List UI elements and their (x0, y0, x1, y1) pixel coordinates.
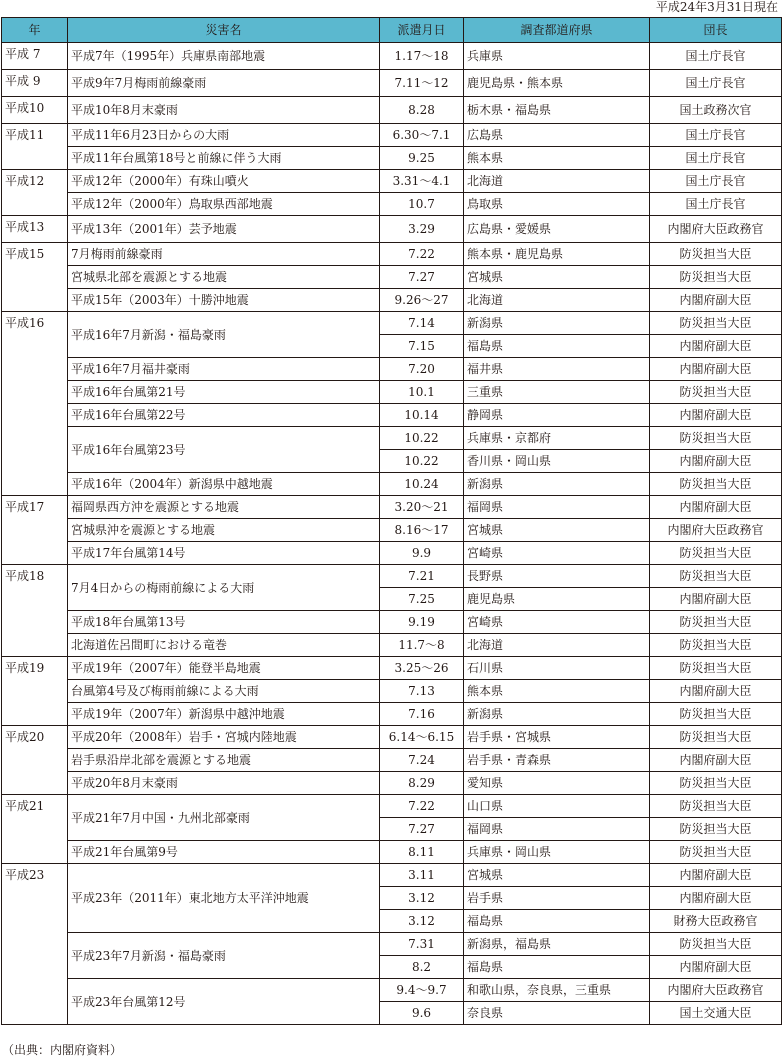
prefecture-cell: 岩手県 (464, 887, 650, 910)
prefecture-cell: 宮城県 (464, 266, 650, 289)
header-disaster: 災害名 (68, 18, 380, 43)
leader-cell: 防災担当大臣 (650, 933, 782, 956)
disaster-name-cell: 平成23年7月新潟・福島豪雨 (68, 933, 380, 979)
dispatch-date-cell: 3.31～4.1 (380, 170, 464, 193)
dispatch-date-cell: 9.6 (380, 1002, 464, 1025)
disaster-name-cell: 平成16年台風第22号 (68, 404, 380, 427)
table-row (2, 243, 782, 266)
leader-cell: 内閣府副大臣 (650, 588, 782, 611)
prefecture-cell: 宮崎県 (464, 611, 650, 634)
leader-cell: 防災担当大臣 (650, 703, 782, 726)
disaster-name-cell: 台風第4号及び梅雨前線による大雨 (68, 680, 380, 703)
as-of-date: 平成24年3月31日現在 (655, 0, 778, 14)
dispatch-date-cell: 8.28 (380, 97, 464, 124)
dispatch-date-cell: 8.2 (380, 956, 464, 979)
table-row (2, 496, 782, 519)
table-row (2, 772, 782, 795)
leader-cell: 国土政務次官 (650, 97, 782, 124)
prefecture-cell: 広島県 (464, 124, 650, 147)
header-row (2, 18, 782, 43)
year-cell: 平成20 (2, 726, 68, 795)
table-row (2, 657, 782, 680)
table-row (2, 427, 782, 450)
disaster-name-cell: 平成16年台風第21号 (68, 381, 380, 404)
table-row (2, 193, 782, 216)
disaster-name-cell: 平成20年8月末豪雨 (68, 772, 380, 795)
disaster-name-cell: 平成19年（2007年）能登半島地震 (68, 657, 380, 680)
leader-cell: 防災担当大臣 (650, 312, 782, 335)
dispatch-date-cell: 10.22 (380, 427, 464, 450)
dispatch-date-cell: 3.11 (380, 864, 464, 887)
year-cell: 平成17 (2, 496, 68, 565)
dispatch-date-cell: 9.19 (380, 611, 464, 634)
prefecture-cell: 愛知県 (464, 772, 650, 795)
leader-cell: 内閣府副大臣 (650, 496, 782, 519)
dispatch-date-cell: 6.14～6.15 (380, 726, 464, 749)
table-row (2, 542, 782, 565)
leader-cell: 国土庁長官 (650, 170, 782, 193)
table-row (2, 312, 782, 335)
dispatch-date-cell: 10.24 (380, 473, 464, 496)
table-row (2, 519, 782, 542)
leader-cell: 防災担当大臣 (650, 795, 782, 818)
table-row (2, 473, 782, 496)
year-cell: 平成21 (2, 795, 68, 864)
disaster-name-cell: 平成15年（2003年）十勝沖地震 (68, 289, 380, 312)
table-row (2, 864, 782, 887)
prefecture-cell: 静岡県 (464, 404, 650, 427)
dispatch-date-cell: 10.14 (380, 404, 464, 427)
year-cell: 平成18 (2, 565, 68, 657)
disaster-name-cell: 平成16年7月福井豪雨 (68, 358, 380, 381)
table-row (2, 43, 782, 70)
table-row (2, 358, 782, 381)
prefecture-cell: 福岡県 (464, 496, 650, 519)
dispatch-date-cell: 3.25～26 (380, 657, 464, 680)
dispatch-date-cell: 10.1 (380, 381, 464, 404)
dispatch-date-cell: 7.27 (380, 818, 464, 841)
disaster-name-cell: 平成9年7月梅雨前線豪雨 (68, 70, 380, 97)
dispatch-date-cell: 9.26～27 (380, 289, 464, 312)
leader-cell: 内閣府大臣政務官 (650, 519, 782, 542)
prefecture-cell: 熊本県 (464, 147, 650, 170)
disaster-name-cell: 平成7年（1995年）兵庫県南部地震 (68, 43, 380, 70)
dispatch-date-cell: 7.22 (380, 243, 464, 266)
prefecture-cell: 宮崎県 (464, 542, 650, 565)
dispatch-date-cell: 6.30～7.1 (380, 124, 464, 147)
dispatch-date-cell: 3.29 (380, 216, 464, 243)
table-row (2, 170, 782, 193)
prefecture-cell: 兵庫県・岡山県 (464, 841, 650, 864)
dispatch-date-cell: 7.31 (380, 933, 464, 956)
prefecture-cell: 北海道 (464, 170, 650, 193)
table-row (2, 726, 782, 749)
disaster-name-cell: 平成19年（2007年）新潟県中越沖地震 (68, 703, 380, 726)
leader-cell: 内閣府副大臣 (650, 887, 782, 910)
leader-cell: 内閣府副大臣 (650, 956, 782, 979)
prefecture-cell: 長野県 (464, 565, 650, 588)
disaster-name-cell: 平成11年6月23日からの大雨 (68, 124, 380, 147)
prefecture-cell: 兵庫県 (464, 43, 650, 70)
leader-cell: 内閣府大臣政務官 (650, 216, 782, 243)
dispatch-date-cell: 10.22 (380, 450, 464, 473)
prefecture-cell: 広島県・愛媛県 (464, 216, 650, 243)
leader-cell: 財務大臣政務官 (650, 910, 782, 933)
leader-cell: 内閣府副大臣 (650, 749, 782, 772)
prefecture-cell: 福島県 (464, 956, 650, 979)
dispatch-date-cell: 10.7 (380, 193, 464, 216)
disaster-name-cell: 平成16年（2004年）新潟県中越地震 (68, 473, 380, 496)
leader-cell: 内閣府副大臣 (650, 864, 782, 887)
leader-cell: 内閣府副大臣 (650, 335, 782, 358)
leader-cell: 国土庁長官 (650, 124, 782, 147)
prefecture-cell: 福岡県 (464, 818, 650, 841)
header-pref: 調査都道府県 (464, 18, 650, 43)
table-row (2, 611, 782, 634)
disaster-name-cell: 平成21年台風第9号 (68, 841, 380, 864)
year-cell: 平成19 (2, 657, 68, 726)
dispatch-date-cell: 7.20 (380, 358, 464, 381)
prefecture-cell: 新潟県 (464, 312, 650, 335)
table-row (2, 703, 782, 726)
prefecture-cell: 北海道 (464, 634, 650, 657)
table-row (2, 70, 782, 97)
year-cell: 平成23 (2, 864, 68, 1025)
dispatch-date-cell: 7.21 (380, 565, 464, 588)
prefecture-cell: 熊本県・鹿児島県 (464, 243, 650, 266)
prefecture-cell: 奈良県 (464, 1002, 650, 1025)
disaster-name-cell: 岩手県沿岸北部を震源とする地震 (68, 749, 380, 772)
dispatch-date-cell: 7.22 (380, 795, 464, 818)
table-row (2, 97, 782, 124)
dispatch-date-cell: 7.13 (380, 680, 464, 703)
dispatch-date-cell: 11.7～8 (380, 634, 464, 657)
dispatch-date-cell: 7.15 (380, 335, 464, 358)
dispatch-date-cell: 9.4～9.7 (380, 979, 464, 1002)
prefecture-cell: 石川県 (464, 657, 650, 680)
leader-cell: 防災担当大臣 (650, 841, 782, 864)
source-note: （出典：内閣府資料） (2, 1043, 123, 1057)
leader-cell: 内閣府副大臣 (650, 358, 782, 381)
disaster-name-cell: 平成23年（2011年）東北地方太平洋沖地震 (68, 864, 380, 933)
dispatch-table (1, 17, 782, 1025)
leader-cell: 内閣府大臣政務官 (650, 979, 782, 1002)
table-row (2, 565, 782, 588)
table-row (2, 289, 782, 312)
header-year: 年 (2, 18, 68, 43)
year-cell: 平成10 (2, 97, 68, 124)
table-row (2, 979, 782, 1002)
leader-cell: 内閣府副大臣 (650, 289, 782, 312)
dispatch-date-cell: 9.25 (380, 147, 464, 170)
leader-cell: 防災担当大臣 (650, 818, 782, 841)
prefecture-cell: 福井県 (464, 358, 650, 381)
leader-cell: 防災担当大臣 (650, 611, 782, 634)
leader-cell: 国土交通大臣 (650, 1002, 782, 1025)
leader-cell: 内閣府副大臣 (650, 680, 782, 703)
prefecture-cell: 新潟県 (464, 703, 650, 726)
year-cell: 平成12 (2, 170, 68, 216)
table-row (2, 381, 782, 404)
dispatch-date-cell: 3.12 (380, 910, 464, 933)
leader-cell: 防災担当大臣 (650, 473, 782, 496)
leader-cell: 防災担当大臣 (650, 657, 782, 680)
leader-cell: 国土庁長官 (650, 70, 782, 97)
prefecture-cell: 宮城県 (464, 519, 650, 542)
year-cell: 平成11 (2, 124, 68, 170)
table-row (2, 749, 782, 772)
dispatch-date-cell: 3.20～21 (380, 496, 464, 519)
prefecture-cell: 福島県 (464, 335, 650, 358)
year-cell: 平成15 (2, 243, 68, 312)
leader-cell: 防災担当大臣 (650, 634, 782, 657)
disaster-name-cell: 平成10年8月末豪雨 (68, 97, 380, 124)
leader-cell: 内閣府副大臣 (650, 404, 782, 427)
disaster-name-cell: 平成18年台風第13号 (68, 611, 380, 634)
dispatch-date-cell: 7.24 (380, 749, 464, 772)
table-row (2, 634, 782, 657)
table-body (2, 43, 782, 1025)
leader-cell: 防災担当大臣 (650, 243, 782, 266)
prefecture-cell: 岩手県・青森県 (464, 749, 650, 772)
leader-cell: 防災担当大臣 (650, 726, 782, 749)
disaster-name-cell: 7月梅雨前線豪雨 (68, 243, 380, 266)
leader-cell: 防災担当大臣 (650, 381, 782, 404)
prefecture-cell: 新潟県，福島県 (464, 933, 650, 956)
disaster-name-cell: 平成13年（2001年）芸予地震 (68, 216, 380, 243)
year-cell: 平成 7 (2, 43, 68, 70)
prefecture-cell: 鳥取県 (464, 193, 650, 216)
prefecture-cell: 山口県 (464, 795, 650, 818)
disaster-name-cell: 平成23年台風第12号 (68, 979, 380, 1025)
year-cell: 平成16 (2, 312, 68, 496)
prefecture-cell: 北海道 (464, 289, 650, 312)
header-leader: 団長 (650, 18, 782, 43)
dispatch-date-cell: 1.17～18 (380, 43, 464, 70)
prefecture-cell: 和歌山県，奈良県，三重県 (464, 979, 650, 1002)
prefecture-cell: 熊本県 (464, 680, 650, 703)
disaster-name-cell: 平成12年（2000年）有珠山噴火 (68, 170, 380, 193)
prefecture-cell: 鹿児島県・熊本県 (464, 70, 650, 97)
table-row (2, 124, 782, 147)
table-row (2, 404, 782, 427)
dispatch-date-cell: 8.16～17 (380, 519, 464, 542)
table-row (2, 147, 782, 170)
dispatch-date-cell: 7.11～12 (380, 70, 464, 97)
year-cell: 平成13 (2, 216, 68, 243)
leader-cell: 国土庁長官 (650, 43, 782, 70)
prefecture-cell: 岩手県・宮城県 (464, 726, 650, 749)
leader-cell: 防災担当大臣 (650, 565, 782, 588)
table-row (2, 266, 782, 289)
prefecture-cell: 鹿児島県 (464, 588, 650, 611)
disaster-name-cell: 平成12年（2000年）鳥取県西部地震 (68, 193, 380, 216)
leader-cell: 国土庁長官 (650, 147, 782, 170)
table-row (2, 933, 782, 956)
disaster-name-cell: 7月4日からの梅雨前線による大雨 (68, 565, 380, 611)
prefecture-cell: 兵庫県・京都府 (464, 427, 650, 450)
prefecture-cell: 香川県・岡山県 (464, 450, 650, 473)
dispatch-date-cell: 7.16 (380, 703, 464, 726)
table-row (2, 680, 782, 703)
leader-cell: 防災担当大臣 (650, 542, 782, 565)
disaster-name-cell: 平成20年（2008年）岩手・宮城内陸地震 (68, 726, 380, 749)
dispatch-date-cell: 8.11 (380, 841, 464, 864)
disaster-name-cell: 福岡県西方沖を震源とする地震 (68, 496, 380, 519)
prefecture-cell: 新潟県 (464, 473, 650, 496)
leader-cell: 防災担当大臣 (650, 427, 782, 450)
disaster-name-cell: 平成21年7月中国・九州北部豪雨 (68, 795, 380, 841)
disaster-name-cell: 北海道佐呂間町における竜巻 (68, 634, 380, 657)
disaster-name-cell: 平成16年7月新潟・福島豪雨 (68, 312, 380, 358)
leader-cell: 国土庁長官 (650, 193, 782, 216)
disaster-name-cell: 平成16年台風第23号 (68, 427, 380, 473)
prefecture-cell: 栃木県・福島県 (464, 97, 650, 124)
prefecture-cell: 宮城県 (464, 864, 650, 887)
disaster-name-cell: 平成17年台風第14号 (68, 542, 380, 565)
header-date: 派遣月日 (380, 18, 464, 43)
leader-cell: 内閣府副大臣 (650, 450, 782, 473)
prefecture-cell: 福島県 (464, 910, 650, 933)
dispatch-date-cell: 9.9 (380, 542, 464, 565)
disaster-name-cell: 宮城県北部を震源とする地震 (68, 266, 380, 289)
leader-cell: 防災担当大臣 (650, 772, 782, 795)
disaster-name-cell: 平成11年台風第18号と前線に伴う大雨 (68, 147, 380, 170)
year-cell: 平成 9 (2, 70, 68, 97)
leader-cell: 防災担当大臣 (650, 266, 782, 289)
dispatch-date-cell: 7.25 (380, 588, 464, 611)
table-row (2, 795, 782, 818)
dispatch-date-cell: 7.14 (380, 312, 464, 335)
dispatch-date-cell: 3.12 (380, 887, 464, 910)
dispatch-date-cell: 7.27 (380, 266, 464, 289)
table-row (2, 216, 782, 243)
disaster-name-cell: 宮城県沖を震源とする地震 (68, 519, 380, 542)
prefecture-cell: 三重県 (464, 381, 650, 404)
table-row (2, 841, 782, 864)
dispatch-date-cell: 8.29 (380, 772, 464, 795)
